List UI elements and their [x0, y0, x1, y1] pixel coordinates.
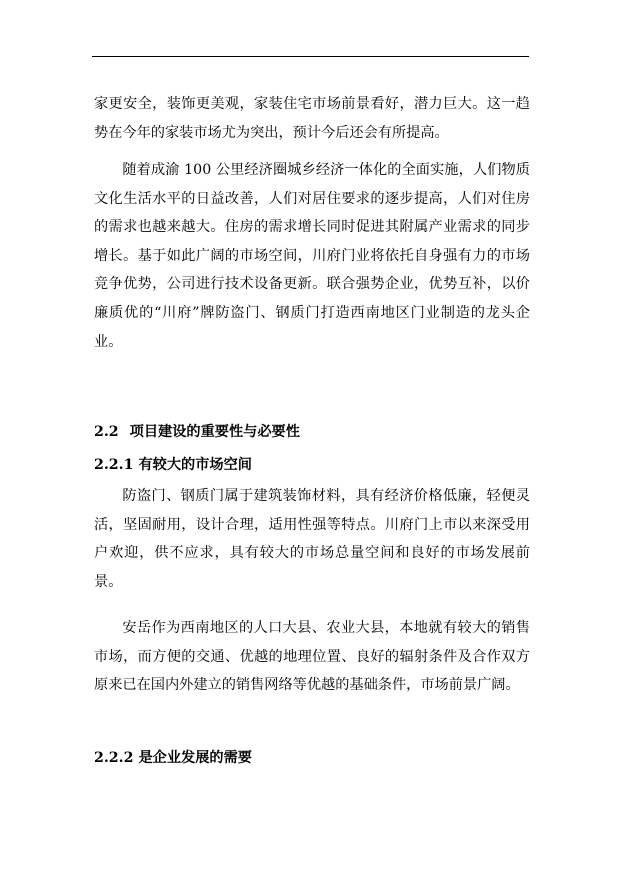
paragraph-market-growth: 随着成渝 100 公里经济圈城乡经济一体化的全面实施，人们物质文化生活水平的日益改善，人们对居住要求的逐步提高，人们对住房的需求也越来越大。住房的需求增长同时促进其附属产业需求的同步增长。基于如此广阔的市场空间，川府门业将依托自身强有力的市场竞争优势，公司进行技术设备更新。联合强势企业，优势互补，以价廉质优的“川府”牌防盗门、钢质门打造西南地区门业制造的龙头企业。 [94, 162, 530, 350]
section-heading-2-2 [94, 418, 300, 447]
section-number: 2.2.1 [94, 457, 134, 473]
section-heading-2-2-2 [94, 744, 252, 773]
section-number: 2.2.2 [94, 750, 134, 766]
paragraph-continuation: 家更安全，装饰更美观，家装住宅市场前景看好，潜力巨大。这一趋势在今年的家装市场尤为突出，预计今后还会有所提高。 [94, 96, 530, 141]
paragraph-market-space: 防盗门、钢质门属于建筑装饰材料，具有经济价格低廉，轻便灵活，坚固耐用，设计合理，适用性强等特点。川府门上市以来深受用户欢迎，供不应求，具有较大的市场总量空间和良好的市场发展前景。 [94, 488, 530, 590]
section-number: 2.2 [94, 424, 119, 440]
section-title: 项目建设的重要性与必要性 [129, 424, 300, 440]
header-rule [92, 56, 529, 57]
section-title: 是企业发展的需要 [138, 750, 252, 766]
paragraph-anyue-market: 安岳作为西南地区的人口大县、农业大县，本地就有较大的销售市场，而方便的交通、优越的地理位置、良好的辐射条件及合作双方原来已在国内外建立的销售网络等优越的基础条件，市场前景广阔。 [94, 620, 530, 694]
section-title: 有较大的市场空间 [138, 457, 252, 473]
section-heading-2-2-1 [94, 451, 252, 480]
